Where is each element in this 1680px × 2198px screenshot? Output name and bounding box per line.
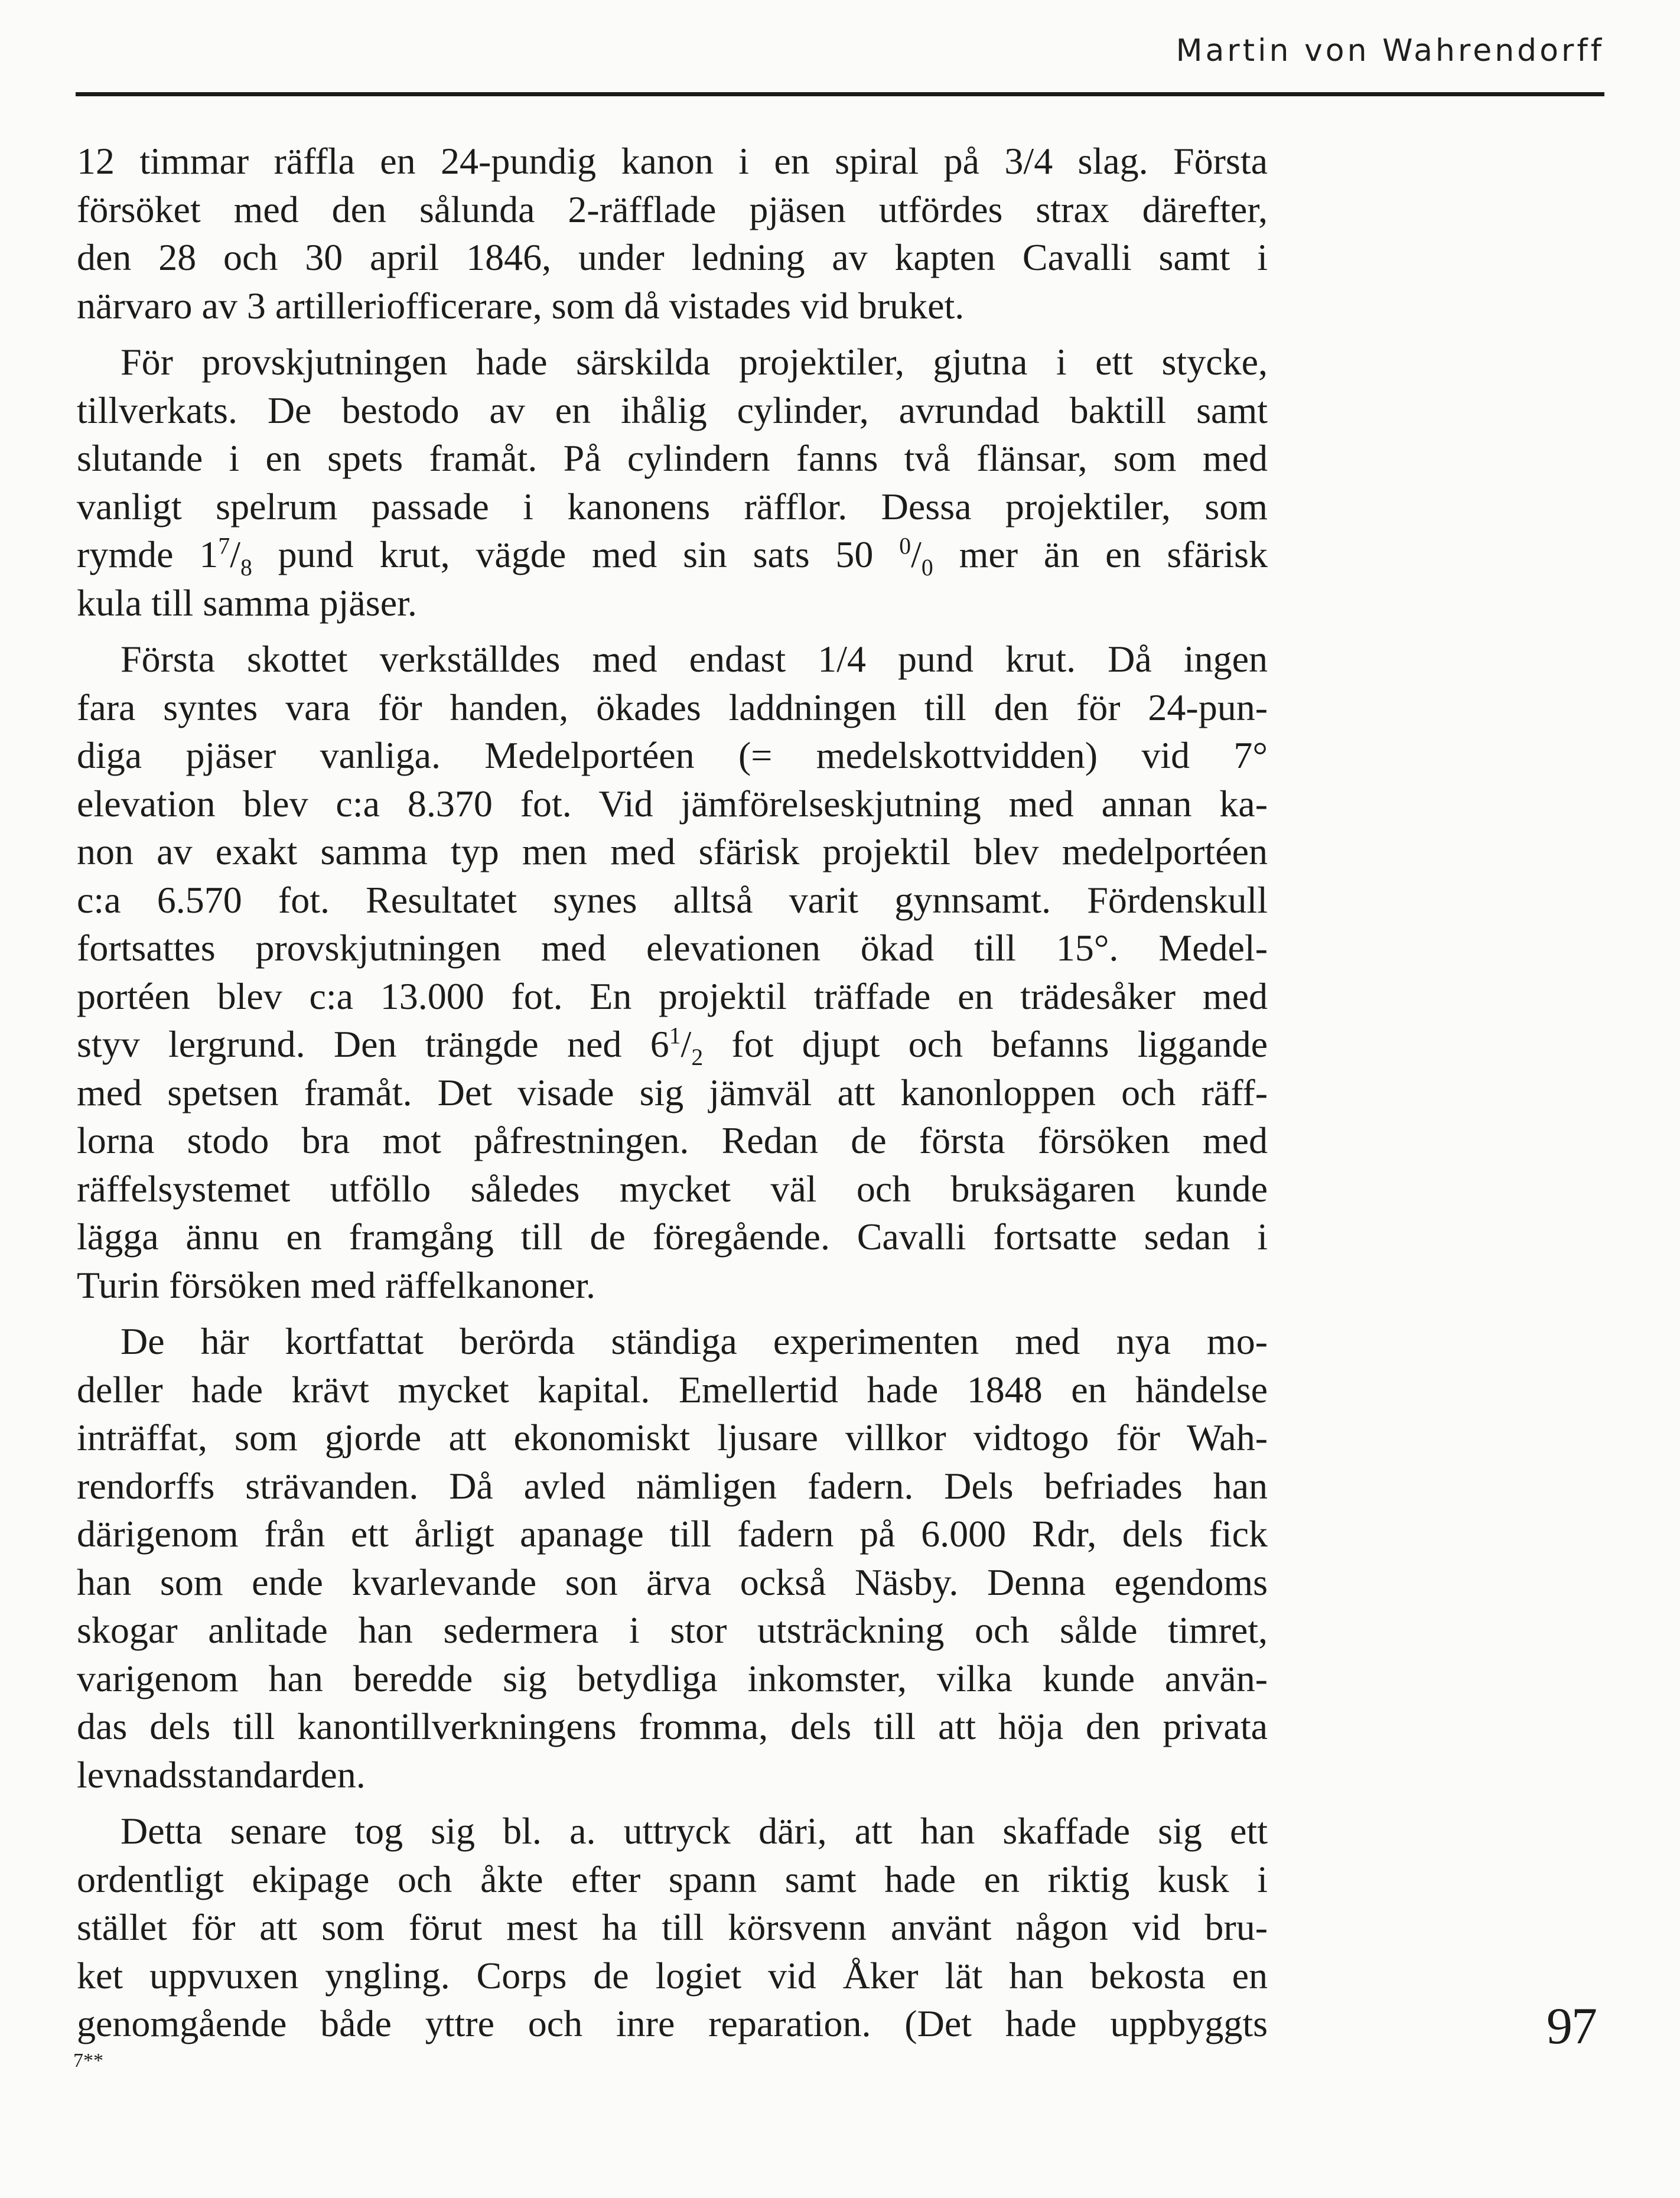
text-line: ordentligt ekipage och åkte efter spann samt hade en riktig kusk i xyxy=(77,1858,1268,1900)
text-line: deller hade krävt mycket kapital. Emellertid hade 1848 en händelse xyxy=(77,1368,1268,1411)
text-line: das dels till kanontillverkningens fromma, dels till att höja den privata xyxy=(77,1705,1268,1747)
paragraph-5 xyxy=(77,1807,1268,2048)
text-line: han som ende kvarlevande son ärva också Näsby. Denna egendoms xyxy=(77,1561,1268,1603)
percent-bottom: 0 xyxy=(921,554,933,581)
fraction-numerator: 1 xyxy=(669,1023,681,1049)
text-line: För provskjutningen hade särskilda projektiler, gjutna i ett stycke, xyxy=(121,341,1268,383)
text-line: kula till samma pjäser. xyxy=(77,581,417,624)
text-line: räffelsystemet utföllo således mycket väl och bruksägaren kunde xyxy=(77,1167,1268,1210)
text-line: elevation blev c:a 8.370 fot. Vid jämförelseskjutning med annan ka- xyxy=(77,782,1268,825)
fraction-slash: / xyxy=(230,533,240,575)
header-rule xyxy=(76,92,1604,96)
text-line: 12 timmar räffla en 24-pundig kanon i en spiral på 3/4 slag. Första xyxy=(77,140,1268,182)
text-line: portéen blev c:a 13.000 fot. En projektil träffade en trädesåker med xyxy=(77,975,1268,1017)
text-line: lägga ännu en framgång till de föregående. Cavalli fortsatte sedan i xyxy=(77,1216,1268,1258)
fraction-denominator: 2 xyxy=(691,1044,704,1070)
text-line: därigenom från ett årligt apanage till fadern på 6.000 Rdr, dels fick xyxy=(77,1513,1268,1555)
text-line: lorna stodo bra mot påfrestningen. Redan de första försöken med xyxy=(77,1119,1268,1161)
text-line: skogar anlitade han sedermera i stor utsträckning och sålde timret, xyxy=(77,1609,1268,1651)
text-line: fara syntes vara för handen, ökades laddningen till den för 24-pun- xyxy=(77,686,1268,728)
text-line: inträffat, som gjorde att ekonomiskt ljusare villkor vidtogo för Wah- xyxy=(77,1417,1268,1458)
line-text: fot djupt och befanns liggande xyxy=(703,1023,1268,1065)
body-text xyxy=(77,137,1268,2056)
signature-mark: 7** xyxy=(73,2050,103,2072)
text-line: den 28 och 30 april 1846, under ledning av kapten Cavalli samt i xyxy=(77,236,1268,278)
text-line: De här kortfattat berörda ständiga experimenten med nya mo- xyxy=(121,1320,1268,1362)
text-line: vanligt spelrum passade i kanonens räfflor. Dessa projektiler, som xyxy=(77,485,1268,527)
paragraph-3 xyxy=(77,635,1268,1309)
fraction-slash: / xyxy=(681,1023,692,1065)
paragraph-1 xyxy=(77,137,1268,330)
text-line: levnadsstandarden. xyxy=(77,1753,366,1796)
text-line: slutande i en spets framåt. På cylindern fanns två flänsar, som med xyxy=(77,437,1268,479)
line-text: rymde 1 xyxy=(77,533,219,575)
line-text: styv lergrund. Den trängde ned xyxy=(77,1023,622,1065)
percent-top: 0 xyxy=(899,533,911,559)
text-line: rendorffs strävanden. Då avled nämligen fadern. Dels befriades han xyxy=(77,1464,1268,1507)
paragraph-4 xyxy=(77,1317,1268,1799)
text-line: tillverkats. De bestodo av en ihålig cylinder, avrundad baktill samt xyxy=(77,389,1268,431)
text-line: närvaro av 3 artilleriofficerare, som då vistades vid bruket. xyxy=(77,284,965,327)
text-line: diga pjäser vanliga. Medelportéen (= medelskottvidden) vid 7° xyxy=(77,734,1268,776)
paragraph-2 xyxy=(77,338,1268,627)
text-line: genomgående både yttre och inre reparation. (Det hade uppbyggts xyxy=(77,2002,1268,2044)
text-line: försöket med den sålunda 2-räfflade pjäsen utfördes strax därefter, xyxy=(77,188,1268,230)
text-line: Första skottet verkställdes med endast 1/4 pund krut. Då ingen xyxy=(121,638,1268,680)
fraction-numerator: 7 xyxy=(218,533,230,559)
text-line: stället för att som förut mest ha till körsvenn använt någon vid bru- xyxy=(77,1906,1268,1948)
text-line: med spetsen framåt. Det visade sig jämväl att kanonloppen och räff- xyxy=(77,1071,1268,1113)
fraction-whole: 6 xyxy=(650,1023,669,1065)
text-line: varigenom han beredde sig betydliga inkomster, vilka kunde använ- xyxy=(77,1657,1268,1699)
running-title: Martin von Wahrendorff xyxy=(1176,33,1604,69)
line-text: mer än en sfärisk xyxy=(933,533,1268,575)
text-line: non av exakt samma typ men med sfärisk projektil blev medelportéen xyxy=(77,831,1268,872)
page-number: 97 xyxy=(1546,1998,1596,2055)
text-line: Detta senare tog sig bl. a. uttryck däri, att han skaffade sig ett xyxy=(121,1810,1268,1852)
text-line: Turin försöken med räffelkanoner. xyxy=(77,1264,596,1306)
percent-slash: / xyxy=(911,533,922,575)
text-line: fortsattes provskjutningen med elevationen ökad till 15°. Medel- xyxy=(77,927,1268,969)
text-line: c:a 6.570 fot. Resultatet synes alltså varit gynnsamt. Fördenskull xyxy=(77,878,1268,921)
fraction-denominator: 8 xyxy=(240,554,252,581)
text-line-with-fraction xyxy=(77,530,1268,579)
line-text: pund krut, vägde med sin sats 50 xyxy=(252,533,900,575)
text-line-with-fraction xyxy=(77,1020,1268,1069)
text-line: ket uppvuxen yngling. Corps de logiet vid Åker lät han bekosta en xyxy=(77,1954,1268,1997)
